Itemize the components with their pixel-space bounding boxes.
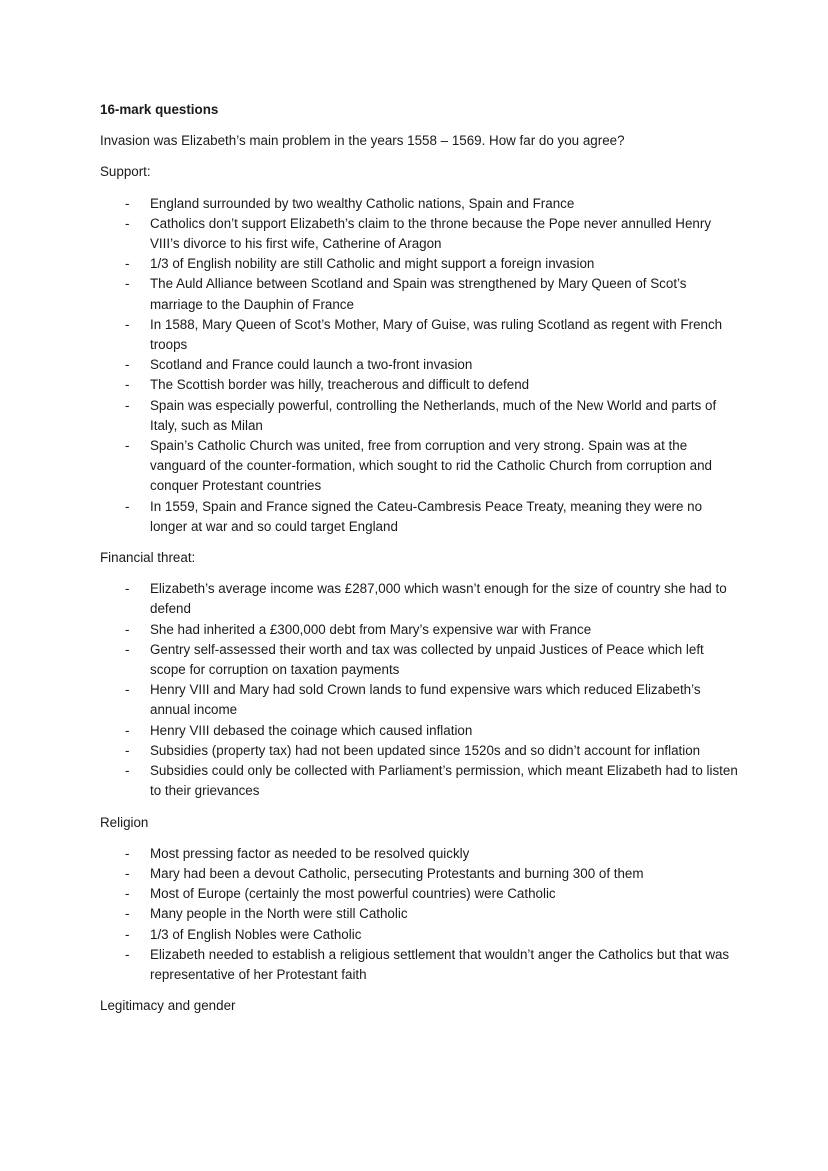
section-title-legitimacy-and-gender: Legitimacy and gender xyxy=(100,998,236,1014)
list-item: - In 1588, Mary Queen of Scot’s Mother, Mary of Guise, was ruling Scotland as regent with French troops xyxy=(125,316,723,353)
section-title-financial-threat: Financial threat: xyxy=(100,550,196,566)
essay-question: Invasion was Elizabeth’s main problem in the years 1558 – 1569. How far do you agree? xyxy=(100,133,625,149)
list-item: - Henry VIII debased the coinage which caused inflation xyxy=(125,722,473,738)
list-item: - 1/3 of English nobility are still Catholic and might support a foreign invasion xyxy=(125,256,595,272)
document-page xyxy=(100,100,740,1027)
list-item: - Gentry self-assessed their worth and tax was collected by unpaid Justices of Peace which left scope for corruption on taxation payments xyxy=(125,641,704,678)
list-item: - Subsidies (property tax) had not been updated since 1520s and so didn’t account for inflation xyxy=(125,742,701,758)
section-title-support: Support: xyxy=(100,164,151,180)
financial-threat-list xyxy=(100,579,740,801)
list-item: - Subsidies could only be collected with Parliament’s permission, which meant Elizabeth had to listen to their grievances xyxy=(125,763,738,799)
list-item: - Scotland and France could launch a two-front invasion xyxy=(125,357,473,373)
list-item: - England surrounded by two wealthy Catholic nations, Spain and France xyxy=(125,195,575,211)
list-item: - She had inherited a £300,000 debt from Mary’s expensive war with France xyxy=(125,621,592,637)
list-item: - Many people in the North were still Catholic xyxy=(125,906,408,922)
list-item: - Elizabeth’s average income was £287,000 which wasn’t enough for the size of country she had to defend xyxy=(125,581,727,617)
list-item: - Henry VIII and Mary had sold Crown lands to fund expensive wars which reduced Elizabeth’s annual income xyxy=(125,682,701,718)
list-item: - Mary had been a devout Catholic, persecuting Protestants and burning 300 of them xyxy=(125,865,644,881)
list-item: - Spain was especially powerful, controlling the Netherlands, much of the New World and parts of Italy, such as Milan xyxy=(125,397,717,433)
section-title-religion: Religion xyxy=(100,814,149,830)
list-item: - Most pressing factor as needed to be resolved quickly xyxy=(125,845,470,861)
list-item: - In 1559, Spain and France signed the Cateu-Cambresis Peace Treaty, meaning they were no longer at war and so could target England xyxy=(125,498,703,534)
list-item: - The Scottish border was hilly, treacherous and difficult to defend xyxy=(125,377,530,393)
list-item: - Elizabeth needed to establish a religious settlement that wouldn’t anger the Catholics but that was representative of her Protestant faith xyxy=(125,946,730,982)
list-item: - Catholics don’t support Elizabeth’s claim to the throne because the Pope never annulled Henry VIII’s divorce to his first wife, Catherine of Aragon xyxy=(125,215,712,252)
page-heading: 16-mark questions xyxy=(100,102,219,117)
list-item: - 1/3 of English Nobles were Catholic xyxy=(125,926,362,942)
support-list xyxy=(100,194,740,537)
list-item: - Spain’s Catholic Church was united, free from corruption and very strong. Spain was at the vanguard of the counter-formation, which sought to rid the Catholic Church from corruption and conquer Protestant countries xyxy=(125,438,712,494)
list-item: - The Auld Alliance between Scotland and Spain was strengthened by Mary Queen of Scot’s marriage to the Dauphin of France xyxy=(125,276,687,312)
religion-list xyxy=(100,844,740,985)
list-item: - Most of Europe (certainly the most powerful countries) were Catholic xyxy=(125,886,556,902)
